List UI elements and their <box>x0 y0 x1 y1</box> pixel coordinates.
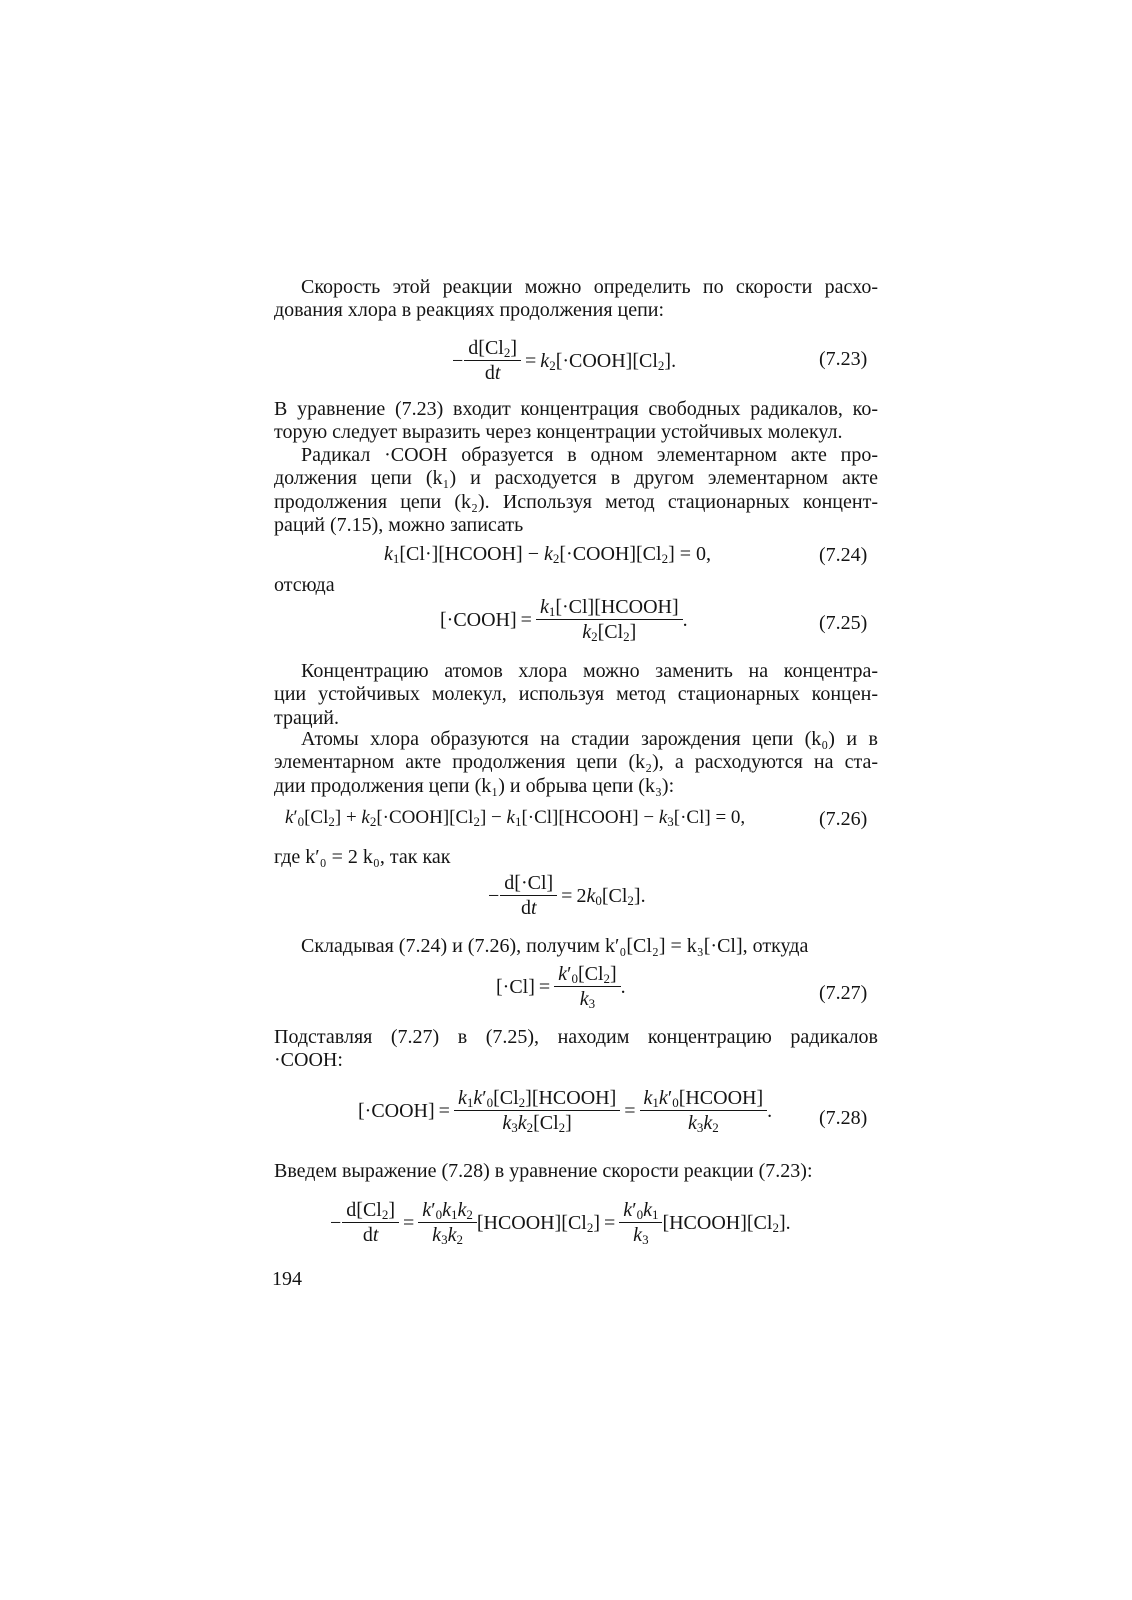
equation-7-27: [·Cl] = $\frac{k'_0[Cl_2]}{k_3}$ . <box>496 963 626 1011</box>
text-line: ·COOH: <box>274 1049 343 1072</box>
equation-number: (7.27) <box>819 982 868 1004</box>
equation-7-28: [·COOH] = $\frac{k_1k'_0[Cl_2][HCOOH]}{k_3k_2[Cl_2]}$ = $\frac{k_1k'_0[HCOOH]}{k_3k_2}$ . <box>358 1087 773 1135</box>
paragraph <box>274 1026 878 1073</box>
text-line: Скорость этой реакции можно определить по скорости расхо- <box>301 276 878 298</box>
text-line: Введем выражение (7.28) в уравнение скорости реакции (7.23): <box>274 1160 813 1182</box>
text-line: Концентрацию атомов хлора можно заменить на концентра- <box>301 660 878 682</box>
equation-number: (7.25) <box>819 612 868 634</box>
equation-number: (7.28) <box>819 1107 868 1129</box>
paragraph <box>274 1160 878 1183</box>
equation-7-26: $k'_0[Cl_2]$ + $k_2[\cdot COOH][Cl_2]$ − $k_1[\cdot Cl][HCOOH] - k_3[\cdot Cl] = 0$, <box>285 807 746 829</box>
text-gde: где k′₀ = 2 k₀, так как <box>274 846 451 868</box>
text-line: раций (7.15), можно записать <box>274 514 524 537</box>
text-line: продолжения цепи (k₂). Используя метод стационарных концент- <box>274 490 878 513</box>
equation-number: (7.24) <box>819 544 868 566</box>
paragraph <box>274 728 878 798</box>
equation-dcl-dt: − $\frac{d[\cdot Cl]}{dt}$ = $2k_0[Cl_2]$. <box>488 872 646 919</box>
equation-number: (7.26) <box>819 808 868 830</box>
text-line: элементарном акте продолжения цепи (k₂), а расходуются на ста- <box>274 751 878 774</box>
equation-rate-final: − $\frac{d[Cl_2]}{dt}$ = $\frac{k'_0k_1k_2}{k_3k_2}$ $[HCOOH][Cl_2]$ = $\frac{k'_0k_1}{k_3}$ $[HCOOH][Cl_2]$. <box>330 1199 791 1247</box>
equation-7-25: [·COOH] = $\frac{k_1[\cdot Cl][HCOOH]}{k_2[Cl_2]}$ . <box>440 596 688 644</box>
page-number: 194 <box>272 1268 302 1290</box>
equation-number: (7.23) <box>819 348 868 370</box>
text-line: торую следует выразить через концентрации устойчивых молекул. <box>274 421 843 444</box>
text-otsyuda: отсюда <box>274 574 335 596</box>
text-line: Атомы хлора образуются на стадии зарождения цепи (k₀) и в <box>301 728 878 750</box>
text-line: Радикал ·COOH образуется в одном элементарном акте про- <box>301 444 878 466</box>
text-line: траций. <box>274 706 339 729</box>
equation-7-23: − $\frac{d[Cl_2]}{dt}$ = $k_2[\cdot COOH][Cl_2]$. <box>452 337 677 384</box>
equation-7-24: $k_1[Cl\cdot][HCOOH]$ − $k_2[\cdot COOH][Cl_2] = 0$, <box>384 543 712 566</box>
text-line: дии продолжения цепи (k₁) и обрыва цепи (k₃): <box>274 774 675 797</box>
text-line: В уравнение (7.23) входит концентрация свободных радикалов, ко- <box>274 398 878 420</box>
paragraph <box>274 398 878 445</box>
text-line: дования хлора в реакциях продолжения цепи: <box>274 299 665 322</box>
text-line: Складывая (7.24) и (7.26), получим k′₀[Cl₂] = k₃[·Cl], откуда <box>301 935 809 957</box>
paragraph <box>274 935 878 958</box>
paragraph <box>274 444 878 538</box>
paragraph <box>274 660 878 730</box>
paragraph-intro <box>274 276 878 323</box>
text-line: ции устойчивых молекул, используя метод стационарных концен- <box>274 683 878 706</box>
text-line: должения цепи (k₁) и расходуется в другом элементарном акте <box>274 467 878 490</box>
text-line: Подставляя (7.27) в (7.25), находим концентрацию радикалов <box>274 1026 878 1048</box>
